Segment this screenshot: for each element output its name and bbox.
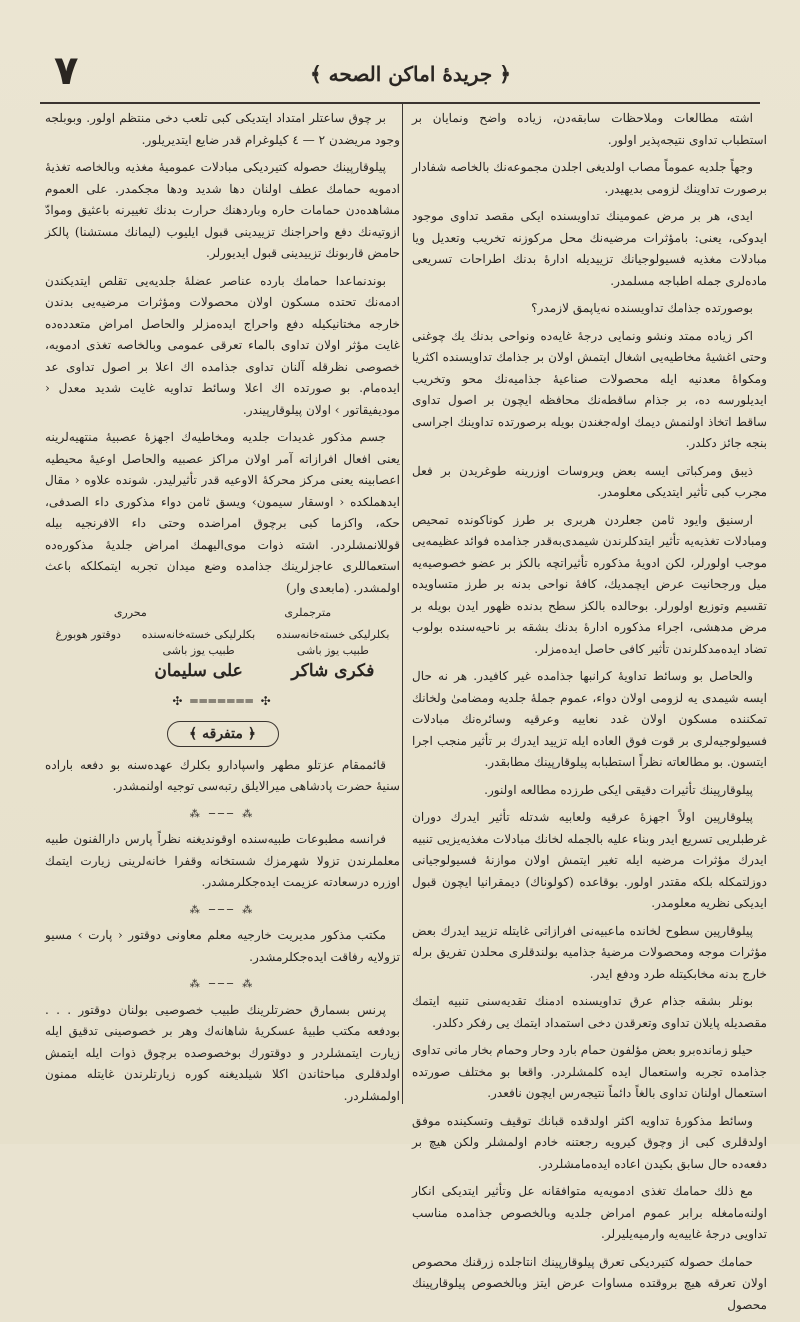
author-name: دوقتور هوبورغ — [55, 628, 121, 641]
article-paragraph: مع ذلك حمامك تغذی ادمویه‌یه متوافقانه عل وتأثیر ایتدیکی انکار اولنه‌مامغله برابر عموم امراض جلدیه وبالخصوص جذامده مناسب تداویی درجهٔ غاییه‌یه وارمیه‌یلیرلر. — [412, 1184, 767, 1241]
article-paragraph: حیلو زمانده‌برو بعض مؤلفون حمام بارد وحار وحمام بخار مانی تداوی جذامده تجربه واستعمال ایده کلمشلردر. واقعا بو مختلف صورتده استعمال اولنان تداوی بالغاً دائماً نتیجه‌رس ایچون نافعدر. — [412, 1043, 767, 1100]
signer-2-post: بکلرلیکی خسته‌خانه‌سنده — [141, 628, 256, 641]
signer-2-name: علی سلیمان — [154, 661, 243, 681]
article-paragraph: پیلوقارپین سطوح لخانده ماعبیه‌نی افرازاتی غایتله تزیید ایدرك بعض مؤثرات موجه ومحصولات مرضیهٔ جذامیه بولندقلری محلدن تفریق برله خارج بدنه مخابکیتله طرد ودفع ایدر. — [412, 923, 767, 981]
news-paragraph: مکتب مذکور مدیریت خارجیه معلم معاونی دوقتور ‹ پارت › مسیو تزولایه رفاقت ایده‌جکلرمشدر. — [45, 928, 400, 964]
article-paragraph: وجهاً جلدیه عموماً مصاب اولدیغی اجلدن مجموعه‌نك بالخاصه شفادار برصورت تداوینك لزومی بدیهیدر. — [412, 160, 767, 196]
ornament-divider: ✣ ═══════ ✣ — [172, 694, 273, 708]
news-paragraph: پرنس بسمارق حضرتلرینك طبیب خصوصیی بولنان دوقتور . . . بودفعه مکتب طبیهٔ عسکریهٔ شاهانه‌ك وهر بر خصوصینی تدقیق ایله زیارت ایتمشلردر و دوقتورك بوخصوصده برچوق ذوات ایله ایتمش اولدقلری مباحثاندن اکلا شیلدیغنه کوره زیارتلرندن غایتله ممنون اولمشلردر. — [45, 1002, 400, 1103]
article-paragraph: ارسنیق وایود ثامن جعلردن هربری بر طرز کوناکونده تمحیص ومبادلات تغذیه‌یه تأثیر ایتدکلرندن شیمدی‌به‌قدر جذامده فوائد عظیمه‌یی موجب اولورلر، لکن ادویهٔ مذکوره تأثیراتچه بالکز بر عضو خصوصیه‌یه میل ورجحانیت عرض ایچمدیك، کافهٔ نواحی بدنه بر طرز متساویده تقسیم وتوزیع اولورلر. بوحالده بالکز سطح بدنده ظهور ایدن بویله بر مرض مدهشی، اجراء مذکوره ادارهٔ بدنك بشقه بر ناحیه‌سنده بولوب تضاد ایده‌مدکلرندن تأثیر کافی حاصل ایده‌مزلر. — [412, 512, 767, 656]
article-paragraph: اکر زیاده ممتد ونشو ونمایی درجهٔ غایه‌ده ونواحی بدنك یك چوغنی وحتی اغشیهٔ مخاطیه‌یی اشغال ایتمش اولان بر جذامك تداویسنده اکثریا ومکواهٔ معدنیه ایله محصولات صناعیهٔ جذامیه‌نك محو وتخریب ایدیلورسه ده، بر جذام ساقطه‌نك محافظه ایچون بر اصول تداوی ساقط اتخاذ اولنمش دیمك اوله‌جغندن بویله برصورتده تداوینك اجراسی بنجه جائز دکلدر. — [412, 328, 767, 450]
article-paragraph: بر چوق ساعتلر امتداد ایتدیکی کبی تلعب دخی منتظم اولور. وبوبلجه وجود مریضدن ٢ — ٤ کیلوغرام قدر ضایع ایتدیریلور. — [45, 111, 400, 147]
article-paragraph: پیلوقارپین اولاً اجهزهٔ عرقیه ولعابیه شدتله تأثیر ایدرك دوران غرطبلریی تسریع ایدر وبناء علیه بالجمله لخانك مبادلات مغذیه‌یزیی تنبیه ایدرك مؤثرات مرضیه ایله تغیر ایتمش اولان موازنهٔ فسیولوجیانی دوزلتمکله بلکه مقتدر اولور. بوقاعده (کولوناك) دیمقرانیا ایچون قبول ایدیکی نظریه معلومدر. — [412, 810, 767, 910]
author-label: محرری — [113, 606, 147, 619]
news-paragraph: فرانسه مطبوعات طبیه‌سنده اوقوندیغنه نظراً پارس دارالفنون طبیه معلملرندن تزولا شهرمزك شستخانه وقفرا خانه‌لرینی زیارت ایتمك اوزره درسعادته عزیمت ایده‌جکلرمشدر. — [45, 832, 400, 889]
article-paragraph: بونلر بشقه جذام عرق تداویسنده ادمنك تقدیه‌سنی تنبیه ایتمك مقصدیله پایلان تداوی وتعرقدن دخی استمداد ایتمك یی رفکر دکلدر. — [412, 994, 767, 1030]
misc-items — [45, 755, 400, 1108]
signer-1-rank: طبیب یوز باشی — [296, 644, 369, 657]
signer-2-rank: طبیب یوز باشی — [162, 644, 235, 657]
article-paragraph: حمامك حصوله کتیردیکی تعرق پیلوقارپینك انتاجلده زرقنك محصوص اولان تعرقه هیچ بروقتده مساوات عرض ایتز وبالخصوص پیلوقارپینك محصول — [412, 1254, 767, 1312]
signer-2 — [142, 627, 255, 683]
news-paragraph: قائممقام عزتلو مطهر واسپادارو بکلرك عهده‌سنه بو دفعه باراده سنیهٔ حضرت پادشاهی میرالایلق رتبه‌سی توجیه اولنمشدر. — [45, 757, 400, 793]
left-column — [45, 108, 400, 1113]
signature-block — [45, 627, 400, 683]
article-paragraph: اشته مطالعات وملاحظات سابقه‌دن، زیاده واضح ونمایان بر استطباب تداوی نتیجه‌پذیر اولور. — [412, 111, 767, 147]
article-paragraph: وسائط مذکورهٔ تداویه اکثر اولدقده قبانك توقیف وتسکینده موفق اولدقلری کبی از وچوق کیرویه رجعتنه خادم اولمشلر ولکن هیچ بر دفعه‌ده حال سابق بکیدن اعاده ایده‌مامشلردر. — [412, 1113, 767, 1171]
article-paragraph: پیلوقارپینك حصوله کتیردیکی مبادلات عمومیهٔ مغذیه وبالخاصه تغذیهٔ ادمویه حمامك عطف اولنان دها شدید ودها مجکمدر. علی العموم مشاهده‌دن حمامات حاره وباردهنك حرارت بدنك تغییرنه باعثیق وموادّ ازوتیه‌نك دفع واحراجنك تزییدینی قبول ایلیوب (لیمانك مستشنا) پالکز حامض قاربونك تزییدینی قبول ایدیورلر. — [45, 160, 400, 260]
journal-title: ﴿ جريدهٔ اماکن الصحه ﴾ — [310, 62, 511, 86]
signature-labels — [45, 605, 400, 621]
item-separator: ⁂ ─── ⁂ — [189, 904, 256, 916]
translators-label: مترجملری — [284, 606, 332, 619]
article-paragraph: جسم مذکور غدیدات جلدیه ومخاطیه‌ك اجهزهٔ عصبیهٔ منتهیه‌لرینه یعنی افعال افرازاته آمر اولان مراکز عصبیه والحاصل اوعیهٔ محیطیه اعصابینه یعنی مرکز محرکهٔ الاوعیه قدر تأثیرلیدر. شونده علاوه ‹ مقال ایدهملکده ‹ اوسقار سیمون› ویسق ثامن دواء مذکوری داء الصدفی، حکه، واکزما کبی برچوق امراضده وحتی داء الافرنجیه بیله قوللانمشلردر. اشته ذوات موی‌الیهمك امراض جلدیهٔ مذکوره‌ده استعماللری عاجزلرینك جذامده وضع میدان تجربه ایتمکلکه باعث اولمشدر. (مابعدی وار) — [45, 430, 400, 595]
page-number: ٧ — [54, 48, 79, 94]
article-paragraph: بوندنماعدا حمامك بارده عناصر عضلهٔ جلدیه‌یی تقلص ایتدیکندن ادمه‌نك تحتده مسکون اولان محصولات ومؤثرات مرضیه‌یی بدندن خارجه مختانیکیله دفع واحراج ایده‌مزلر والحاصل امراض متعدده‌ده غایت مؤثر اولان تداوی بالماء تعرقی عمومی وبالخاصه تغذی ادمویه، خصوصی نظرقله آلنان تداوی جذامده اك اعلا بر اصول تداوی عد ایده‌مام. بو صورتده اك اعلا وسائط تداویه غایت شدید معدل ‹ مودیفیقاتور › اولان پیلوقارپیندر. — [45, 273, 400, 417]
signer-1 — [276, 627, 389, 683]
article-paragraph: بوصورتده جذامك تداویسنده نه‌یاپمق لازمدر؟ — [531, 301, 753, 315]
article-paragraph: ذیبق ومرکباتی ایسه بعض ویروسات اوزرینه طوغریدن بر فعل مجرب کبی تأثیر ایتدیکی معلومدر. — [412, 463, 767, 499]
article-paragraph: پیلوقارپینك تأثیرات دقیقی ایکی طرزده مطالعه اولنور. — [484, 782, 753, 797]
signer-author — [56, 627, 121, 683]
column-divider — [402, 104, 403, 1104]
signer-1-name: فکری شاکر — [291, 661, 375, 681]
article-paragraph: والحاصل بو وسائط تداویهٔ کرانبها جذامده غیر کافیدر. هر نه حال ایسه شیمدی یه لزومی اولان دواء، عموم جملهٔ جلدیه ومضامیٰ ولخانك تمکننده مسکون اولان غدد نعاییه وعرقیه وسائره‌نك مبادلات فسیولوجیه‌لری بر قوت فوق العاده ایله تزیید ایدرك بر تأثیر منجب اجرا ایتسون. بو مطالعاته نظراً استطبابه پیلوقارپینك مطابقدر. — [412, 669, 767, 769]
page-header — [40, 46, 760, 104]
signer-1-post: بکلرلیکی خسته‌خانه‌سنده — [276, 628, 390, 641]
item-separator: ⁂ ─── ⁂ — [189, 979, 256, 990]
item-separator: ⁂ ─── ⁂ — [189, 808, 256, 820]
right-column — [412, 108, 767, 1322]
section-title: ﴿ متفرقه ﴾ — [167, 721, 279, 747]
article-paragraph: ایدی، هر بر مرض عمومینك تداویسنده ایکی مقصد تداوی موجود ایدوکی، یعنی: بامؤثرات مرضیه‌نك محل مرکوزنه تخریب وتعدیل ویا مبادلات مغذیه فسیولوجیانك تزییدیله ادارهٔ بدنك اطراحات تسریعی ماده‌لری جمله اطباجه مسلمدر. — [412, 209, 767, 288]
